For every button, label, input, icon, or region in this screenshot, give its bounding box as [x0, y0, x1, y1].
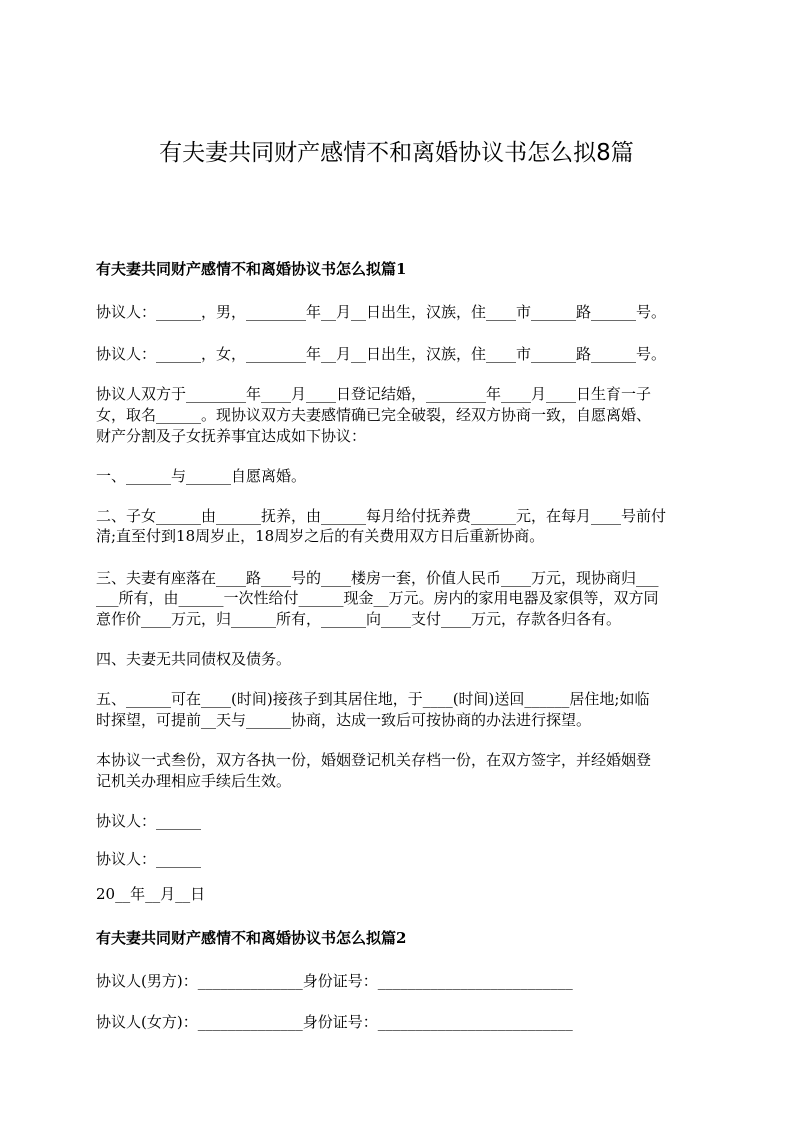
clause-3-line-3: 意作价____万元，归______所有，______向____支付____万元，存款各归各有。 [96, 610, 622, 628]
section-1-heading: 有夫妻共同财产感情不和离婚协议书怎么拟篇1 [96, 260, 407, 278]
closing-line-1: 本协议一式叁份，双方各执一份，婚姻登记机关存档一份，在双方签字，并经婚姻登 [96, 751, 652, 769]
section-2-heading: 有夫妻共同财产感情不和离婚协议书怎么拟篇2 [96, 929, 407, 947]
intro-line-1: 协议人双方于________年____月____日登记结婚，________年____月____日生育一子 [96, 385, 652, 403]
clause-4: 四、夫妻无共同债权及债务。 [96, 650, 292, 668]
party-1-line: 协议人：______，男，________年__月__日出生，汉族，住____市______路______号。 [96, 303, 667, 321]
female-party-line: 协议人(女方)：______________身份证号：__________________________ [96, 1013, 573, 1031]
clause-5-line-1: 五、______可在____(时间)接孩子到其居住地，于____(时间)送回______居住地;如临 [96, 690, 650, 708]
clause-3-line-2: ___所有，由______一次性给付______现金__万元。房内的家用电器及家俱等，双方同 [96, 589, 659, 607]
intro-line-3: 财产分割及子女抚养事宜达成如下协议： [96, 427, 367, 445]
clause-5-line-2: 时探望，可提前__天与______协商，达成一致后可按协商的办法进行探望。 [96, 711, 592, 729]
document-title: 有夫妻共同财产感情不和离婚协议书怎么拟8篇 [159, 140, 634, 166]
clause-2-line-2: 清;直至付到18周岁止，18周岁之后的有关费用双方日后重新协商。 [96, 527, 545, 545]
intro-line-2: 女，取名______。现协议双方夫妻感情确已完全破裂，经双方协商一致，自愿离婚、 [96, 406, 652, 424]
signature-1: 协议人：______ [96, 812, 202, 830]
male-party-line: 协议人(男方)：______________身份证号：__________________________ [96, 972, 573, 990]
party-2-line: 协议人：______，女，________年__月__日出生，汉族，住____市______路______号。 [96, 345, 667, 363]
closing-line-2: 记机关办理相应手续后生效。 [96, 772, 292, 790]
signature-2: 协议人：______ [96, 850, 202, 868]
clause-2-line-1: 二、子女______由______抚养，由______每月给付抚养费______元，在每月____号前付 [96, 507, 667, 525]
date-line: 20__年__月__日 [96, 885, 206, 903]
clause-3-line-1: 三、夫妻有座落在____路____号的____楼房一套，价值人民币____万元，现协商归___ [96, 569, 659, 587]
clause-1: 一、______与______自愿离婚。 [96, 467, 307, 485]
